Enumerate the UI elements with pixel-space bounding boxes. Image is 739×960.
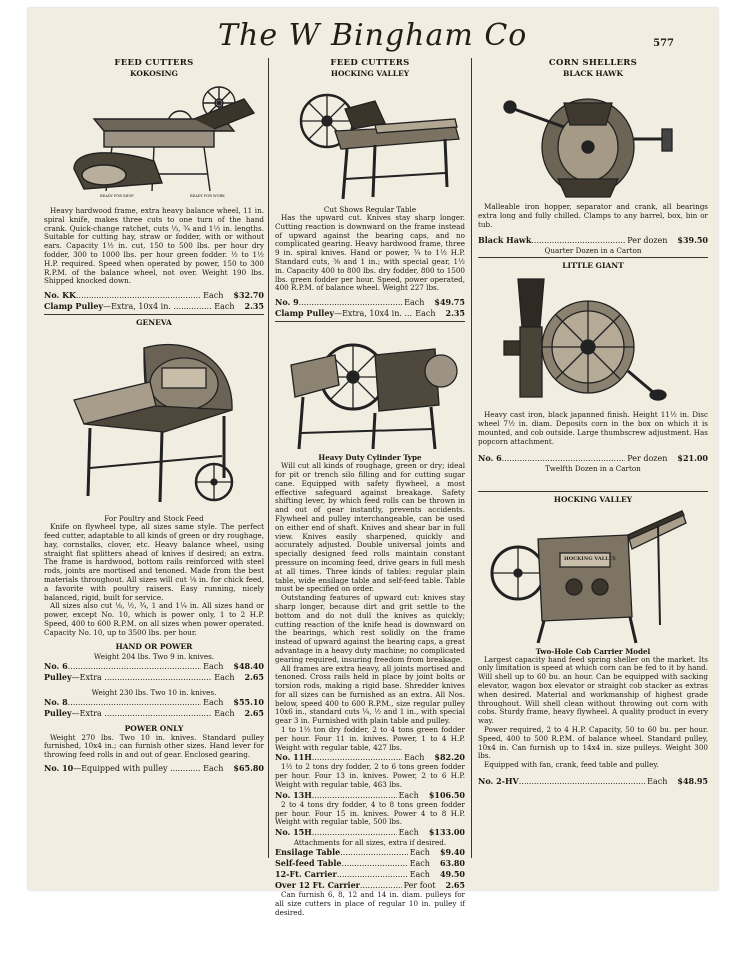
price-line-no9: No. 9 ..... Each $49.75: [275, 297, 465, 308]
column-divider-right: [471, 58, 472, 858]
price-line-pulley: Pulley —Extra ..... Each 2.65: [44, 708, 264, 719]
weight-no6: Weight 204 lbs. Two 9 in. knives.: [93, 651, 215, 661]
cylinder-15h-spec: 2 to 4 tons dry fodder, 4 to 8 tons green fodder per hour. Four 15 in. knives. Power 4 to 8 H.P. Weight with regular table, 500 lbs.: [275, 799, 465, 827]
black-hawk-section: [478, 58, 708, 255]
little-giant-description: Heavy cast iron, black japanned finish. Height 11½ in. Disc wheel 7½ in. diam. Deposits corn in the box on which it is mounted, and cob outside. Large thumbscrew adjustment. Has popcorn attachment.: [478, 410, 708, 446]
kokosing-feed-cutter-illustration: [44, 79, 264, 207]
hocking-description: Has the upward cut. Knives stay sharp longer. Cutting reaction is downward on the frame instead of upward against the bearing caps, and no complicated gearing. Heavy hardwood frame, three 9 in. spiral knives. Hand or power, ¾ to 1½ H.P. Standard cuts, ⅜ and 1 in.; with special gear, 1½ in. Capacity 400 to 800 lbs. dry fodder, 800 to 1500 lbs. green fodder per hour. Speed, power operated, 400 R.P.M. of balance wheel. Weight 227 lbs.: [275, 213, 465, 293]
sheller-caption: Two-Hole Cob Carrier Model: [535, 646, 651, 656]
price-line-pulley: Pulley —Extra ..... Each 2.65: [44, 672, 264, 683]
weight-no8: Weight 230 lbs. Two 10 in. knives.: [91, 687, 217, 697]
kokosing-description: Heavy hardwood frame, extra heavy balance wheel, 11 in. spiral knife, makes three cuts to one turn of the hand crank. Quick-change ratchet, cuts ⅓, ¾ and 1½ in. lengths. Suitable for cutting hay, straw or fodder, with or without ears. Capacity 1½ in. cut, 150 to 500 lbs. per hour dry fodder, 300 to 1000 lbs. per hour green fodder. ½ to 1½ H.P. required. Speed when operated by power, 150 to 300 R.P.M. of the balance wheel, not over. Weight 190 lbs. Shipped knocked down.: [44, 206, 264, 286]
column-middle: [275, 58, 465, 918]
price-line-no6-sheller: No. 6 ..... Per dozen $21.00: [478, 453, 708, 464]
section-subheading: KOKOSING: [130, 69, 178, 78]
packaging-note: Quarter Dozen in a Carton: [544, 246, 642, 256]
cylinder-features: Outstanding features of upward cut: knives stay sharp longer, because dirt and grit settle to the bottom and do not dull the knives as quickly; cutting reaction of the knife head is downward on the bearings, which rest solidly on the frame instead of upward against the bearing caps, a great advantage in a heavy duty machine; no complicated gearing required, insuring freedom from breakage.: [275, 593, 465, 664]
sheller-equipment: Equipped with fan, crank, feed table and pulley.: [484, 760, 659, 770]
price-line-no10: No. 10 —Equipped with pulley ..... Each $65.80: [44, 763, 264, 774]
black-hawk-sheller-illustration: [478, 79, 708, 203]
price-line-clamp-pulley: Clamp Pulley —Extra, 10x4 in. ..... Each 2.35: [275, 308, 465, 319]
section-heading: CORN SHELLERS: [548, 58, 638, 68]
cylinder-11h-spec: 1 to 1½ ton dry fodder, 2 to 4 tons green fodder per hour. Four 11 in. knives. Power, 1 to 4 H.P. Weight with regular table, 427 lbs.: [275, 725, 465, 752]
section-heading: HOCKING VALLEY: [553, 494, 633, 504]
hand-or-power-heading: HAND OR POWER: [115, 641, 193, 651]
price-line-no6: No. 6 ..... Each $48.40: [44, 661, 264, 672]
price-line-self-feed-table: Self-feed Table ..... Each 63.80: [275, 858, 465, 869]
column-left: [44, 58, 264, 774]
section-subheading: HOCKING VALLEY: [330, 69, 410, 78]
cylinder-description: Will cut all kinds of roughage, green or dry; ideal for pit or trench silo filling and for cutting sugar cane. Equipped with safety flywheel, a most effective safeguard against breakage. Safety shifting lever, by which feed rolls can be thrown in and out of gear instantly, prevents accidents. Flywheel and pulley interchangeable, can be used on either end of shaft. Knives and shear bar in full view. Knives easily sharpened, quickly and accurately adjusted. Double universal joints and specially designed feed rolls maintain constant pressure on incoming feed, drive gears in full mesh at all times. Three kinds of tables: regular plain table, wide ensilage table and self-feed table. Table must be specified on order.: [275, 461, 465, 594]
black-hawk-description: Malleable iron hopper, separator and crank, all bearings extra long and fully chilled. Clamps to any barrel, box, bin or tub.: [478, 202, 708, 229]
column-divider-left: [268, 58, 269, 858]
sheller-power-spec: Power required, 2 to 4 H.P. Capacity, 50 to 60 bu. per hour. Speed, 400 to 500 R.P.M. of balance wheel. Standard pulley, 10x4 in. Can furnish up to 14x4 in. size pulleys. Weight 300 lbs.: [478, 724, 708, 761]
price-line-13h: No. 13H ..... Each $106.50: [275, 790, 465, 801]
sheller-description: Largest capacity hand feed spring sheller on the market. Its only limitation is speed at which corn can be fed to it by hand. Will shell up to 60 bu. an hour. Can be equipped with sacking elevator, wagon box elevator or straight cob stacker as extras when desired. Material and workmanship of highest grade throughout. Will shell clean without throwing out corn with cobs. Sturdy frame, heavy flywheel. A quality product in every way.: [478, 654, 708, 726]
section-rule: [275, 321, 465, 322]
price-line-kk: No. KK ..... Each $32.70: [44, 290, 264, 301]
image-label-right: READY FOR WORK: [190, 194, 225, 198]
cylinder-13h-spec: 1½ to 2 tons dry fodder, 2 to 6 tons green fodder per hour. Four 13 in. knives. Power, 2 to 6 H.P. Weight with regular table, 463 lbs.: [275, 762, 465, 790]
little-giant-section: [478, 261, 708, 472]
hocking-valley-sheller-section: [478, 495, 708, 787]
cylinder-type-section: [275, 325, 465, 917]
hocking-valley-cutter-section: [275, 58, 465, 319]
hocking-valley-cutter-illustration: [275, 79, 465, 205]
section-subheading: BLACK HAWK: [562, 69, 623, 78]
masthead-script: The W Bingham Co: [218, 18, 528, 53]
hocking-caption: Cut Shows Regular Table: [323, 205, 417, 214]
kokosing-section: [44, 58, 264, 312]
power-only-description: Weight 270 lbs. Two 10 in. knives. Standard pulley furnished, 10x4 in.; can furnish other sizes. Hand lever for throwing feed rolls in and out of gear. Enclosed gearing.: [44, 732, 264, 760]
geneva-description: Knife on flywheel type, all sizes same style. The perfect feed cutter, adaptable to all kinds of green or dry roughage, hay, cornstalks, clover, etc. Heavy balance wheel, using straight flat splitters ahead of knives if desired; an extra. The frame is hardwood, bottom rails reinforced with steel rods, joints are mortised and tenoned. Made from the best materials throughout. All sizes will cut ⅛ in. for chick feed, a favorite with poultry raisers. Easy running, nicely balanced, rigid, built for service.: [44, 522, 264, 602]
section-heading: FEED CUTTERS: [114, 58, 194, 68]
price-line-12ft-carrier: 12-Ft. Carrier ..... Each 49.50: [275, 869, 465, 880]
cylinder-cutter-illustration: [275, 325, 465, 453]
price-line-11h: No. 11H ..... Each $82.20: [275, 752, 465, 763]
price-line-no8: No. 8 ..... Each $55.10: [44, 697, 264, 708]
cylinder-caption: Heavy Duty Cylinder Type: [318, 453, 422, 463]
price-line-ensilage-table: Ensilage Table ..... Each $9.40: [275, 847, 465, 858]
section-heading: GENEVA: [136, 318, 172, 328]
price-line-black-hawk: Black Hawk ..... Per dozen $39.50: [478, 235, 708, 246]
price-line-clamp-pulley: Clamp Pulley —Extra, 10x4 in. ..... Each 2.35: [44, 301, 264, 312]
attachments-note: Attachments for all sizes, extra if desired.: [293, 838, 447, 848]
packaging-note: Twelfth Dozen in a Carton: [545, 463, 641, 473]
pulley-note: Can furnish 6, 8, 12 and 14 in. diam. pulleys for all size cutters in place of regular 10 in. pulley if desired.: [275, 890, 465, 917]
image-label-left: READY FOR SHOP: [100, 194, 134, 198]
power-only-heading: POWER ONLY: [124, 723, 184, 733]
section-rule: [44, 314, 264, 315]
section-rule: [478, 491, 708, 492]
price-line-no2hv: No. 2-HV ..... Each $48.95: [478, 776, 708, 787]
machine-label: HOCKING VALLEY: [564, 555, 617, 562]
geneva-sizes-text: All sizes also cut ⅛, ½, ¾, 1 and 1¼ in. All sizes hand or power, except No. 10, which is power only, 1 to 2 H.P. Speed, 400 to 600 R.P.M. on all sizes when power operated. Capacity No. 10, up to 3500 lbs. per hour.: [44, 601, 264, 637]
price-line-over-12ft-carrier: Over 12 Ft. Carrier ..... Per foot 2.65: [275, 880, 465, 891]
section-heading: LITTLE GIANT: [562, 261, 624, 271]
geneva-feed-cutter-illustration: [44, 328, 264, 514]
section-rule: [478, 257, 708, 258]
price-line-15h: No. 15H ..... Each $133.00: [275, 827, 465, 838]
little-giant-sheller-illustration: [478, 271, 708, 411]
section-heading: FEED CUTTERS: [330, 58, 410, 68]
geneva-section: [44, 318, 264, 774]
hocking-valley-sheller-illustration: [478, 505, 708, 647]
geneva-caption: For Poultry and Stock Feed: [104, 514, 204, 524]
cylinder-frames: All frames are extra heavy, all joints mortised and tenoned. Cross rails held in place by joint bolts or torsion rods, making a rigid base. Shredder knives for all sizes can be furnished as an extra. All Nos. below, speed 400 to 600 R.P.M., size regular pulley 10x6 in., standard cuts ¼, ½ and 1 in., with special gear 3 in. Furnished with plain table and pulley.: [275, 663, 465, 726]
column-right: [478, 58, 708, 787]
page-number: 577: [653, 38, 674, 49]
